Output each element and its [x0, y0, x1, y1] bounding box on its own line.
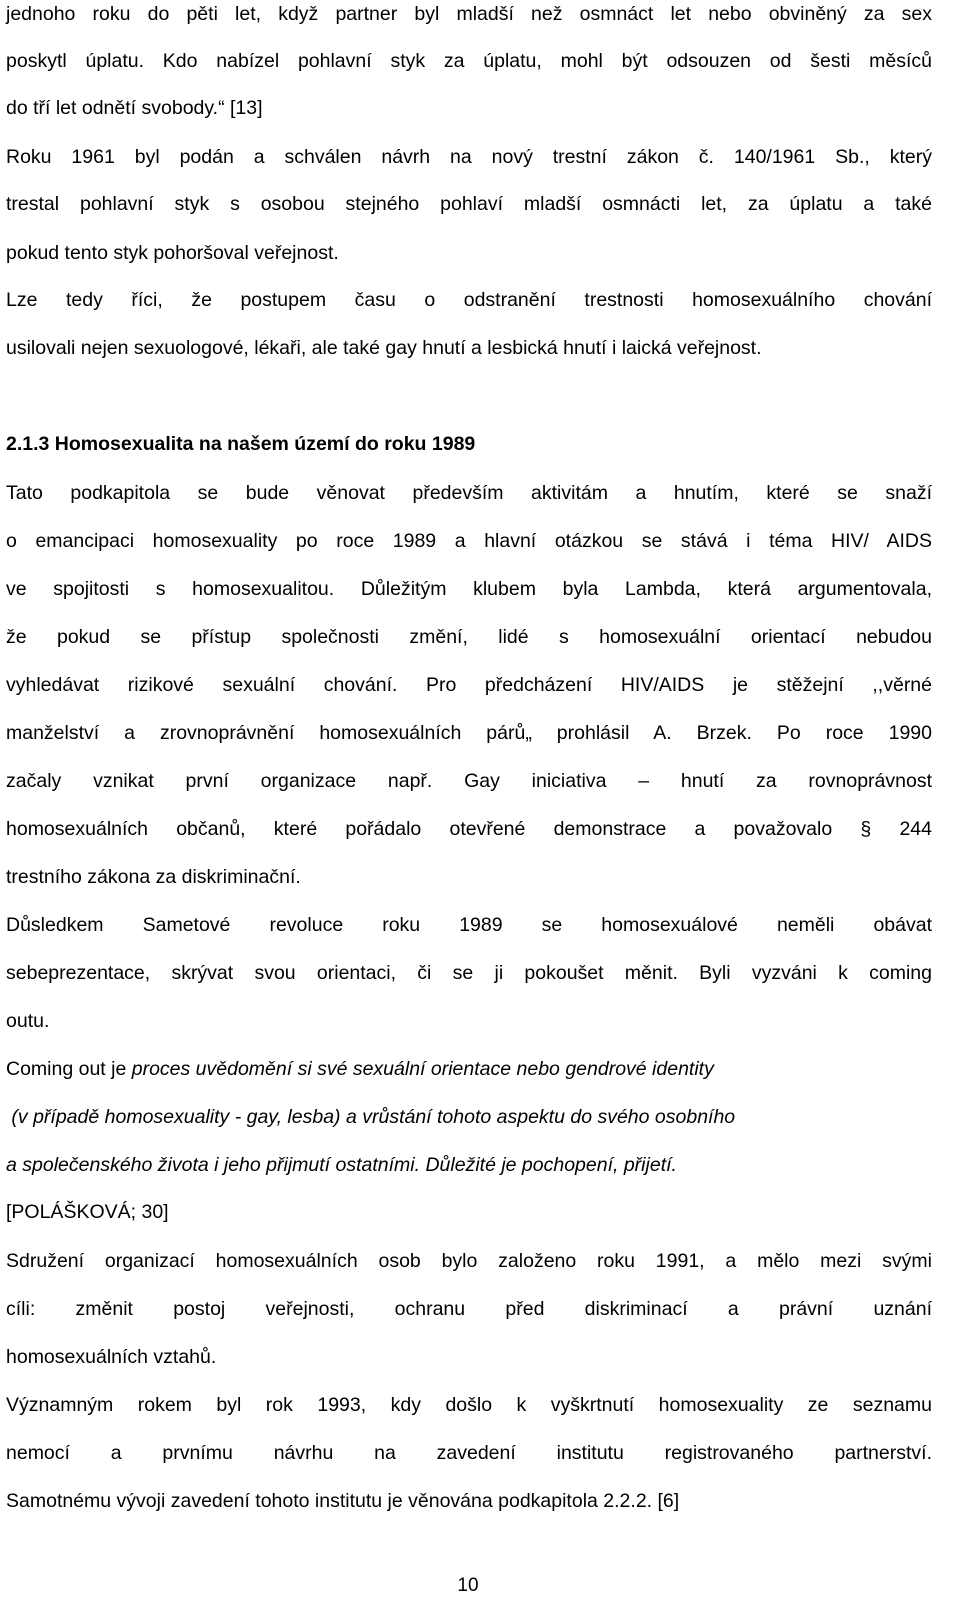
page-number: 10 — [457, 1575, 479, 1596]
text-line: manželství a zrovnoprávnění homosexuálních párů„ prohlásil A. Brzek. Po roce 1990 — [6, 722, 932, 744]
text-line: do tří let odnětí svobody.“ [13] — [6, 97, 263, 119]
text-line: Důsledkem Sametové revoluce roku 1989 se homosexuálové neměli obávat — [6, 914, 932, 936]
text-line: ve spojitosti s homosexualitou. Důležitým klubem byla Lambda, která argumentovala, — [6, 578, 932, 600]
text-run-italic: proces uvědomění si své sexuální orientace nebo gendrové identity — [131, 1058, 714, 1080]
text-line: homosexuálních občanů, které pořádalo otevřené demonstrace a považovalo § 244 — [6, 818, 932, 840]
text-line: Lze tedy říci, že postupem času o odstranění trestnosti homosexuálního chování — [6, 289, 932, 311]
text-line: vyhledávat rizikové sexuální chování. Pro předcházení HIV/AIDS je stěžejní ,,věrné — [6, 674, 932, 696]
text-line-italic: a společenského života i jeho přijmutí ostatními. Důležité je pochopení, přijetí. — [6, 1154, 677, 1176]
text-line: nemocí a prvnímu návrhu na zavedení institutu registrovaného partnerství. — [6, 1442, 932, 1464]
text-line: pokud tento styk pohoršoval veřejnost. — [6, 242, 339, 264]
text-line: trestal pohlavní styk s osobou stejného pohlaví mladší osmnácti let, za úplatu a také — [6, 193, 932, 215]
text-line: usilovali nejen sexuologové, lékaři, ale také gay hnutí a lesbická hnutí i laická veřejnost. — [6, 337, 762, 359]
text-line: Významným rokem byl rok 1993, kdy došlo k vyškrtnutí homosexuality ze seznamu — [6, 1394, 932, 1416]
section-heading: 2.1.3 Homosexualita na našem území do roku 1989 — [6, 433, 476, 455]
text-line: o emancipaci homosexuality po roce 1989 a hlavní otázkou se stává i téma HIV/ AIDS — [6, 530, 932, 552]
text-line: homosexuálních vztahů. — [6, 1346, 217, 1368]
text-line: outu. — [6, 1010, 50, 1032]
text-line: jednoho roku do pěti let, když partner byl mladší než osmnáct let nebo obviněný za sex — [6, 3, 932, 25]
text-line — [6, 1057, 932, 1081]
citation: [POLÁŠKOVÁ; 30] — [6, 1201, 169, 1223]
text-line: Sdružení organizací homosexuálních osob bylo založeno roku 1991, a mělo mezi svými — [6, 1250, 932, 1272]
text-line: trestního zákona za diskriminační. — [6, 866, 301, 888]
text-run: Coming out je — [6, 1058, 132, 1080]
text-line: začaly vznikat první organizace např. Gay iniciativa – hnutí za rovnoprávnost — [6, 770, 932, 792]
text-line: poskytl úplatu. Kdo nabízel pohlavní styk za úplatu, mohl být odsouzen od šesti měsíců — [6, 50, 932, 72]
text-line: že pokud se přístup společnosti změní, lidé s homosexuální orientací nebudou — [6, 626, 932, 648]
text-line: Tato podkapitola se bude věnovat především aktivitám a hnutím, které se snaží — [6, 482, 932, 504]
text-line-italic: (v případě homosexuality - gay, lesba) a vrůstání tohoto aspektu do svého osobního — [6, 1106, 736, 1128]
text-line: cíli: změnit postoj veřejnosti, ochranu před diskriminací a právní uznání — [6, 1298, 932, 1320]
text-line: Roku 1961 byl podán a schválen návrh na nový trestní zákon č. 140/1961 Sb., který — [6, 146, 932, 168]
text-line: sebeprezentace, skrývat svou orientaci, či se ji pokoušet měnit. Byli vyzváni k coming — [6, 962, 932, 984]
text-line: Samotnému vývoji zavedení tohoto institutu je věnována podkapitola 2.2.2. [6] — [6, 1490, 680, 1512]
